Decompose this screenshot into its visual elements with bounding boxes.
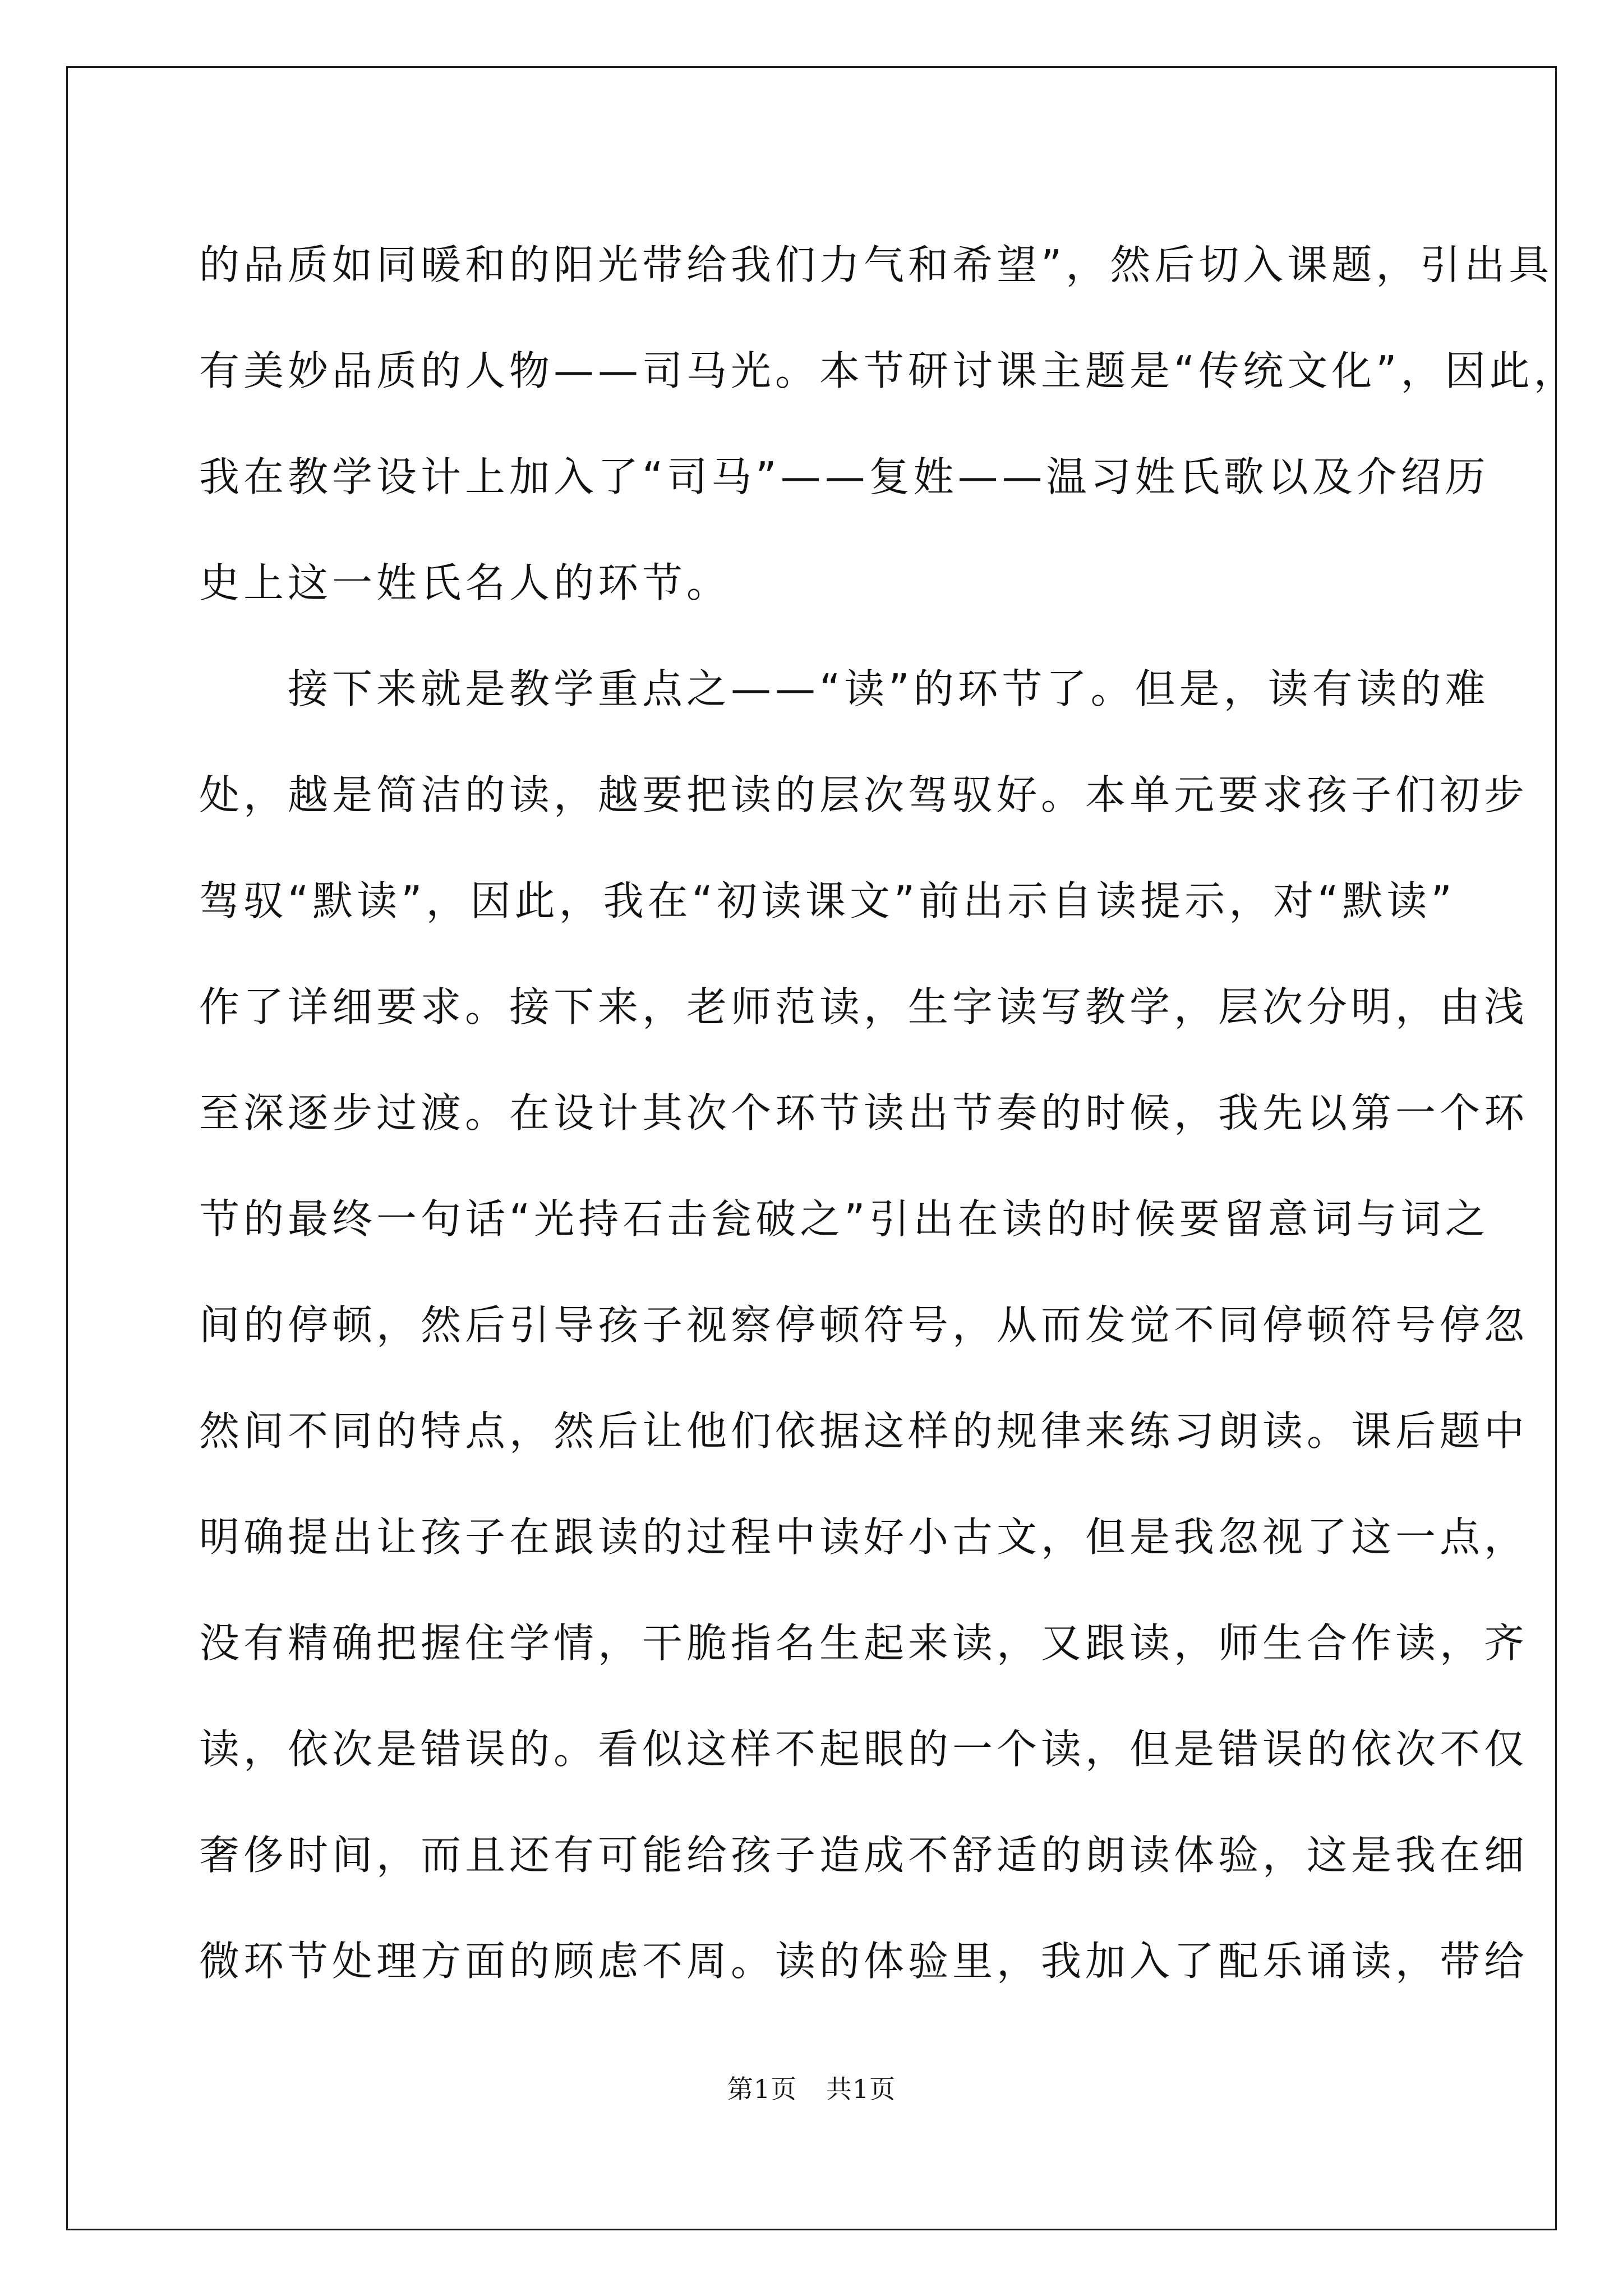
text-line: 至深逐步过渡。在设计其次个环节读出节奏的时候，我先以第一个环 <box>199 1089 1529 1137</box>
page-footer <box>0 2069 1623 2106</box>
text-line: 没有精确把握住学情，干脆指名生起来读，又跟读，师生合作读，齐 <box>199 1619 1529 1667</box>
text-line: 有美妙品质的人物——司马光。本节研讨课主题是“传统文化”，因此， <box>199 347 1578 394</box>
text-line: 间的停顿，然后引导孩子视察停顿符号，从而发觉不同停顿符号停忽 <box>199 1301 1529 1349</box>
text-line: 史上这一姓氏名人的环节。 <box>199 559 731 606</box>
text-line: 微环节处理方面的顾虑不周。读的体验里，我加入了配乐诵读，带给 <box>199 1938 1529 1985</box>
text-line: 然间不同的特点，然后让他们依据这样的规律来练习朗读。课后题中 <box>199 1407 1529 1455</box>
text-line: 节的最终一句话“光持石击瓮破之”引出在读的时候要留意词与词之 <box>199 1195 1490 1243</box>
document-body <box>199 212 1578 2014</box>
page-number-total: 共1页 <box>826 2074 896 2104</box>
page-number-current: 第1页 <box>727 2074 797 2104</box>
text-line: 作了详细要求。接下来，老师范读，生字读写教学，层次分明，由浅 <box>199 983 1529 1030</box>
text-line: 接下来就是教学重点之——“读”的环节了。但是，读有读的难 <box>199 665 1490 712</box>
text-line: 明确提出让孩子在跟读的过程中读好小古文，但是我忽视了这一点， <box>199 1513 1529 1561</box>
text-line: 驾驭“默读”，因此，我在“初读课文”前出示自读提示，对“默读” <box>199 877 1456 924</box>
text-line: 奢侈时间，而且还有可能给孩子造成不舒适的朗读体验，这是我在细 <box>199 1832 1529 1879</box>
text-line: 我在教学设计上加入了“司马”——复姓——温习姓氏歌以及介绍历 <box>199 453 1490 500</box>
text-line: 处，越是简洁的读，越要把读的层次驾驭好。本单元要求孩子们初步 <box>199 771 1529 818</box>
text-line: 的品质如同暖和的阳光带给我们力气和希望”，然后切入课题，引出具 <box>199 241 1553 288</box>
text-line: 读，依次是错误的。看似这样不起眼的一个读，但是错误的依次不仅 <box>199 1726 1529 1773</box>
